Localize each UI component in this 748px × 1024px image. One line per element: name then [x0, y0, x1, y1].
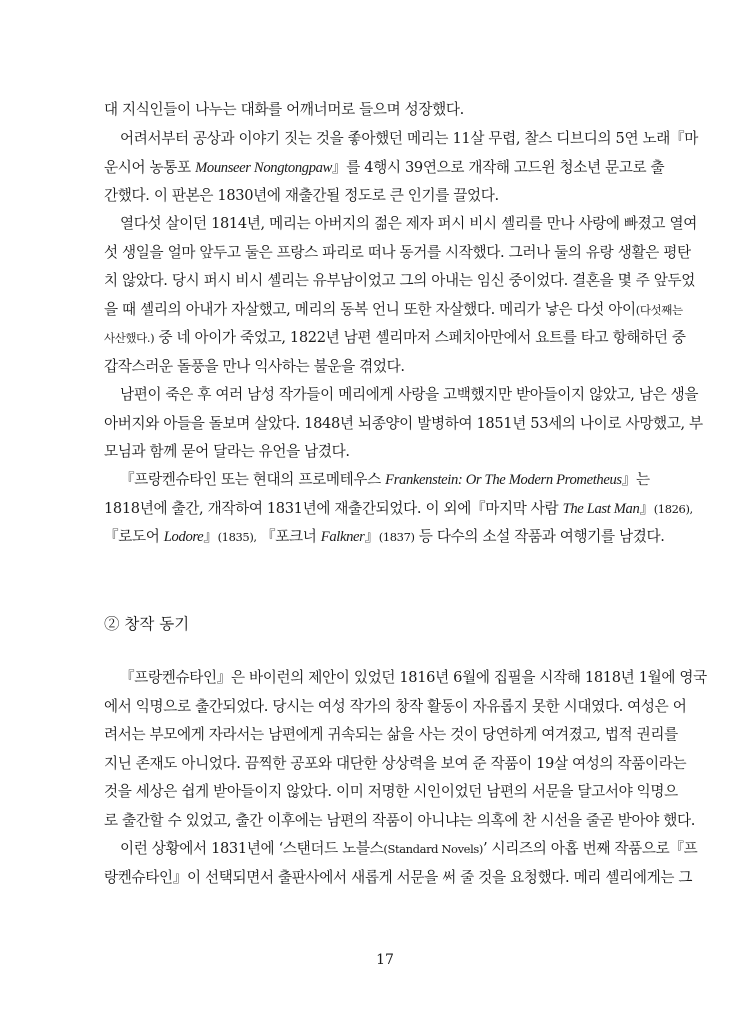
text-line: 간했다. 이 판본은 1830년에 재출간될 정도로 큰 인기를 끌었다. [104, 187, 499, 204]
paragraph-later-life [104, 381, 703, 467]
text-line: 아버지와 아들을 돌보며 살았다. 1848년 뇌종양이 발병하여 1851년 53세의 나이로 사망했고, 부 [104, 414, 703, 432]
text-line: 모님과 함께 묻어 달라는 유언을 남겼다. [104, 443, 350, 460]
paragraph-upbringing [104, 96, 666, 125]
text-line: 려서는 부모에게 자라서는 남편에게 귀속되는 삶을 사는 것이 당연하게 여겨졌고, 법적 권리를 [104, 726, 678, 743]
text-line: 랑켄슈타인』이 선택되면서 출판사에서 새롭게 서문을 써 줄 것을 요청했다. 메리 셸리에게는 그 [104, 868, 693, 886]
text-line: 이런 상황에서 1831년에 ‘스탠더드 노블스(Standard Novels)’ 시리즈의 아홉 번째 작품으로『프 [120, 840, 698, 857]
page-number: 17 [376, 952, 394, 968]
paragraph-standard-novels [104, 835, 698, 892]
text-line: 섯 생일을 얼마 앞두고 둘은 프랑스 파리로 떠나 동거를 시작했다. 그러나 둘의 유랑 생활은 평탄 [104, 243, 691, 261]
text-line: 에서 익명으로 출간되었다. 당시는 여성 작가의 창작 활동이 자유롭지 못한 시대였다. 여성은 어 [104, 697, 687, 715]
text-line: 로 출간할 수 있었고, 출간 이후에는 남편의 작품이 아니냐는 의혹에 찬 시선을 줄곧 받아야 했다. [104, 811, 696, 829]
paragraph-works [104, 466, 693, 552]
book-page [104, 0, 707, 1024]
text-line: 사산했다.) 중 네 아이가 죽었고, 1822년 남편 셸리마저 스페치아만에서 요트를 타고 항해하던 중 [104, 329, 686, 346]
text-line: 지닌 존재도 아니었다. 끔찍한 공포와 대단한 상상력을 보여 준 작품이 19살 여성의 작품이라는 [104, 754, 687, 772]
text-line: 『프랑켄슈타인』은 바이런의 제안이 있었던 1816년 6월에 집필을 시작해 1818년 1월에 영국 [120, 669, 707, 686]
paragraph-creation-context [104, 664, 707, 835]
text-line: 어려서부터 공상과 이야기 짓는 것을 좋아했던 메리는 11살 무렵, 찰스 디브디의 5연 노래『마 [120, 130, 698, 147]
text-line: 치 않았다. 당시 퍼시 비시 셸리는 유부남이었고 그의 아내는 임신 중이었다. 결혼을 몇 주 앞두었 [104, 272, 696, 289]
text-line: 남편이 죽은 후 여러 남성 작가들이 메리에게 사랑을 고백했지만 받아들이지 않았고, 남은 생을 [120, 386, 699, 403]
paragraph-shelley-relationship [104, 210, 697, 381]
text-line: 『로도어 Lodore』(1835), 『포크너 Falkner』(1837) 등 다수의 소설 작품과 여행기를 남겼다. [104, 528, 665, 545]
text-line: 『프랑켄슈타인 또는 현대의 프로메테우스 Frankenstein: Or The Modern Prometheus』는 [120, 471, 650, 488]
text-line: 대 지식인들이 나누는 대화를 어깨너머로 들으며 성장했다. [104, 101, 464, 118]
text-line: 1818년에 출간, 개작하여 1831년에 재출간되었다. 이 외에『마지막 사람 The Last Man』(1826), [104, 499, 693, 517]
text-line: 열다섯 살이던 1814년, 메리는 아버지의 젊은 제자 퍼시 비시 셸리를 만나 사랑에 빠졌고 열여 [120, 215, 697, 232]
text-line: 것을 세상은 쉽게 받아들이지 않았다. 이미 저명한 시인이었던 남편의 서문을 달고서야 익명으 [104, 783, 678, 800]
section-heading: ② 창작 동기 [104, 615, 190, 633]
text-line: 운시어 농통포 Mounseer Nongtongpaw』를 4행시 39연으로 개작해 고드윈 청소년 문고로 출 [104, 158, 665, 176]
paragraph-early-writing [104, 125, 698, 211]
text-line: 갑작스러운 돌풍을 만나 익사하는 불운을 겪었다. [104, 357, 405, 375]
text-line: 을 때 셸리의 아내가 자살했고, 메리의 동복 언니 또한 자살했다. 메리가 낳은 다섯 아이(다섯째는 [104, 300, 683, 318]
